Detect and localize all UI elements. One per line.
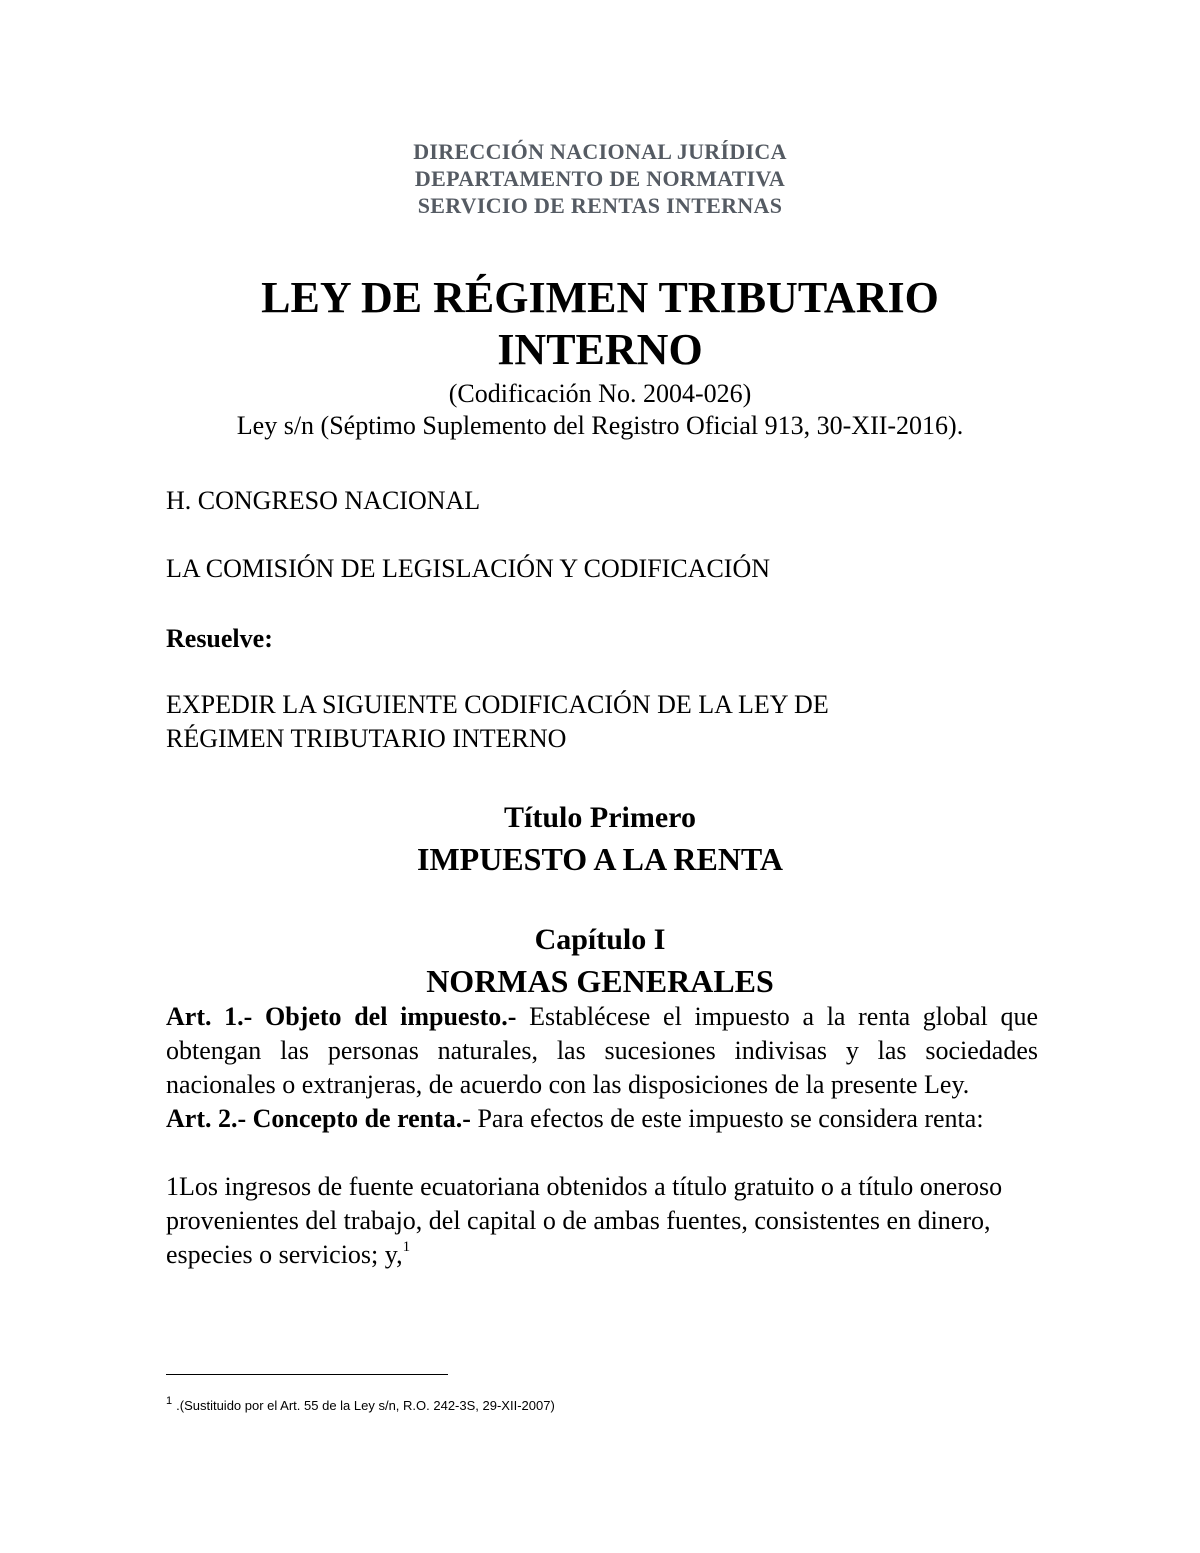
titulo-name: IMPUESTO A LA RENTA [416,841,783,877]
capitulo-name: NORMAS GENERALES [426,963,774,999]
footnote-reference[interactable]: 1 [402,1239,411,1255]
titulo-heading [0,798,1200,880]
expedir-line2: RÉGIMEN TRIBUTARIO INTERNO [166,724,567,753]
capitulo-label: Capítulo I [534,923,666,956]
footnote-separator [166,1374,448,1375]
header-line-departamento: DEPARTAMENTO DE NORMATIVA [414,166,786,191]
article-1 [166,1000,1038,1102]
congreso-line: H. CONGRESO NACIONAL [166,486,481,515]
article-2-item-1 [166,1170,1038,1272]
comision-line: LA COMISIÓN DE LEGISLACIÓN Y CODIFICACIÓN [166,554,771,583]
registro-oficial-reference: Ley s/n (Séptimo Suplemento del Registro Oficial 913, 30-XII-2016). [236,411,964,440]
law-title-block [0,272,1200,442]
capitulo-heading [0,920,1200,1002]
header-line-direccion: DIRECCIÓN NACIONAL JURÍDICA [413,139,787,164]
item-1-text: 1Los ingresos de fuente ecuatoriana obtenidos a título gratuito o a título oneroso provenientes del trabajo, del capital o de ambas fuentes, consistentes en dinero, especies o servicios; y, [166,1172,1003,1269]
footnote [166,1392,555,1415]
article-2-text: Para efectos de este impuesto se considera renta: [470,1104,984,1133]
header-line-servicio: SERVICIO DE RENTAS INTERNAS [417,193,783,218]
article-2-heading: Art. 2.- Concepto de renta.- [166,1104,471,1133]
article-2 [166,1102,1038,1136]
expedir-line1: EXPEDIR LA SIGUIENTE CODIFICACIÓN DE LA LEY DE [166,690,829,719]
law-title-line2: INTERNO [497,325,703,374]
article-1-heading: Art. 1.- Objeto del impuesto.- [166,1002,517,1031]
resuelve-label: Resuelve: [166,624,273,653]
article-1-text: Establécese el impuesto a la renta global que obtengan las personas naturales, las sucesiones indivisas y las sociedades nacionales o extranjeras, de acuerdo con las disposiciones de la presente Ley. [166,1002,1038,1099]
footnote-text: .(Sustituido por el Art. 55 de la Ley s/n, R.O. 242-3S, 29-XII-2007) [176,1398,555,1413]
codification-number: (Codificación No. 2004-026) [448,379,752,408]
expedir-paragraph [166,688,1036,756]
law-title-line1: LEY DE RÉGIMEN TRIBUTARIO [261,273,939,322]
agency-header [0,138,1200,219]
titulo-label: Título Primero [504,801,696,834]
articles-section [166,1000,1038,1272]
footnote-number: 1 [166,1395,173,1407]
